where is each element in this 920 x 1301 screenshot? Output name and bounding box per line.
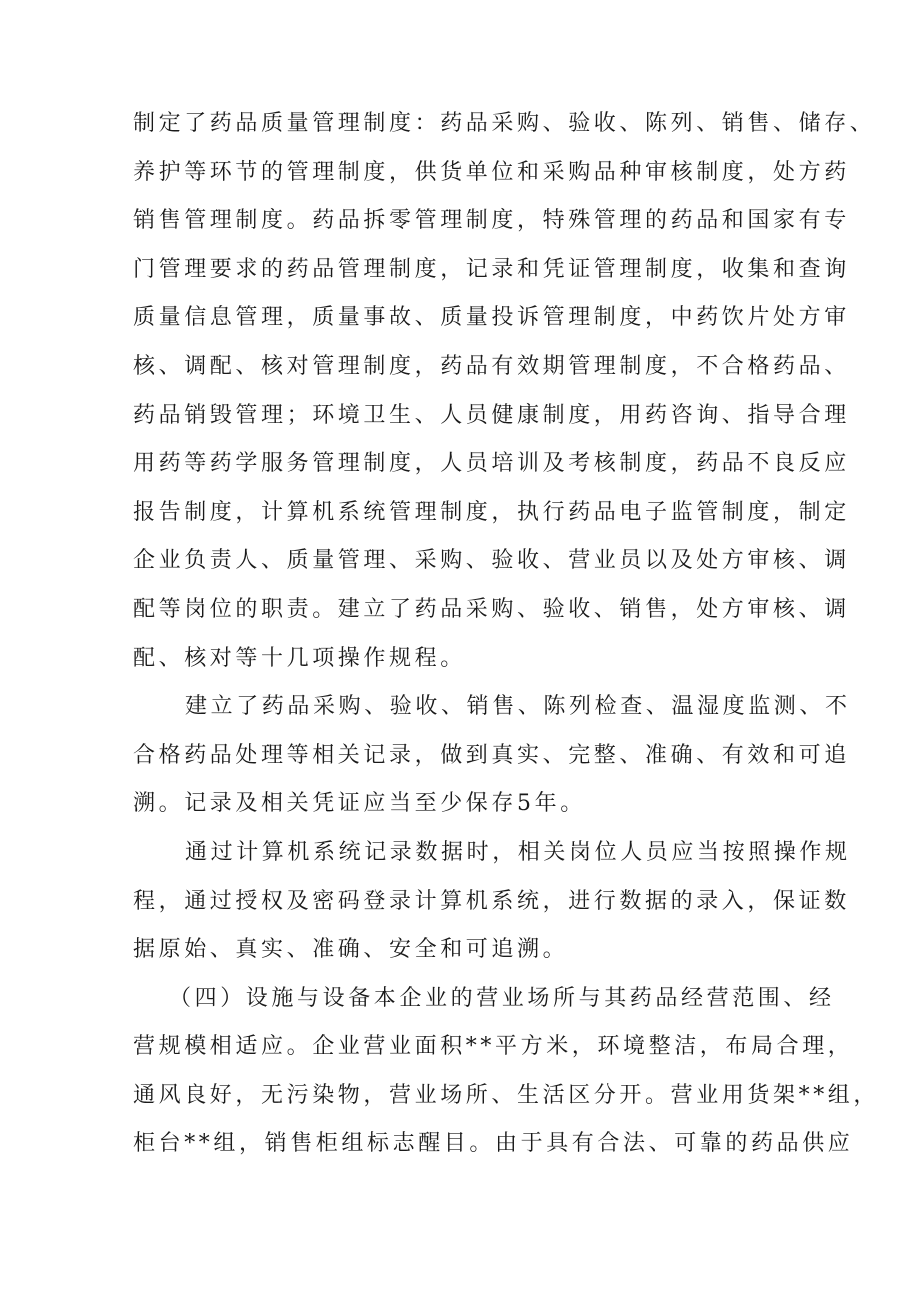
text-line: 程，通过授权及密码登录计算机系统，进行数据的录入，保证数 <box>133 888 850 914</box>
paragraph-facilities <box>133 975 880 1169</box>
text-line: 配、核对等十几项操作规程。 <box>133 645 466 671</box>
text-line: 质量信息管理，质量事故、质量投诉管理制度，中药饮片处方审 <box>133 305 850 331</box>
paragraph-management-systems <box>133 100 876 683</box>
text-line: 溯。记录及相关凭证应当至少保存5年。 <box>133 791 586 817</box>
text-line: 报告制度，计算机系统管理制度，执行药品电子监管制度，制定 <box>133 499 850 525</box>
paragraph-records <box>133 683 851 829</box>
text-line: 药品销毁管理；环境卫生、人员健康制度，用药咨询、指导合理 <box>133 402 850 428</box>
text-line: 企业负责人、质量管理、采购、验收、营业员以及处方审核、调 <box>133 548 850 574</box>
text-line: 通过计算机系统记录数据时，相关岗位人员应当按照操作规 <box>185 839 851 865</box>
text-line: 柜台**组，销售柜组标志醒目。由于具有合法、可靠的药品供应 <box>133 1131 854 1157</box>
text-line: 用药等药学服务管理制度，人员培训及考核制度，药品不良反应 <box>133 451 850 477</box>
text-line: 门管理要求的药品管理制度，记录和凭证管理制度，收集和查询 <box>133 256 850 282</box>
text-line: 合格药品处理等相关记录，做到真实、完整、准确、有效和可追 <box>133 742 850 768</box>
text-line: 配等岗位的职责。建立了药品采购、验收、销售，处方审核、调 <box>133 596 850 622</box>
paragraph-computer-system <box>133 829 851 975</box>
text-line: 通风良好，无污染物，营业场所、生活区分开。营业用货架**组， <box>133 1082 880 1108</box>
document-body <box>133 100 880 1169</box>
text-line: 营规模相适应。企业营业面积**平方米，环境整洁，布局合理， <box>133 1034 854 1060</box>
text-line: 养护等环节的管理制度，供货单位和采购品种审核制度，处方药 <box>133 159 850 185</box>
text-line: 建立了药品采购、验收、销售、陈列检查、温湿度监测、不 <box>185 694 851 720</box>
text-line: 核、调配、核对管理制度，药品有效期管理制度，不合格药品、 <box>133 353 850 379</box>
section-heading-line: （四）设施与设备本企业的营业场所与其药品经营范围、经 <box>169 985 835 1011</box>
text-line: 据原始、真实、准确、安全和可追溯。 <box>133 937 569 963</box>
text-line: 制定了药品质量管理制度：药品采购、验收、陈列、销售、储存、 <box>133 111 876 136</box>
text-line: 销售管理制度。药品拆零管理制度，特殊管理的药品和国家有专 <box>133 208 850 234</box>
